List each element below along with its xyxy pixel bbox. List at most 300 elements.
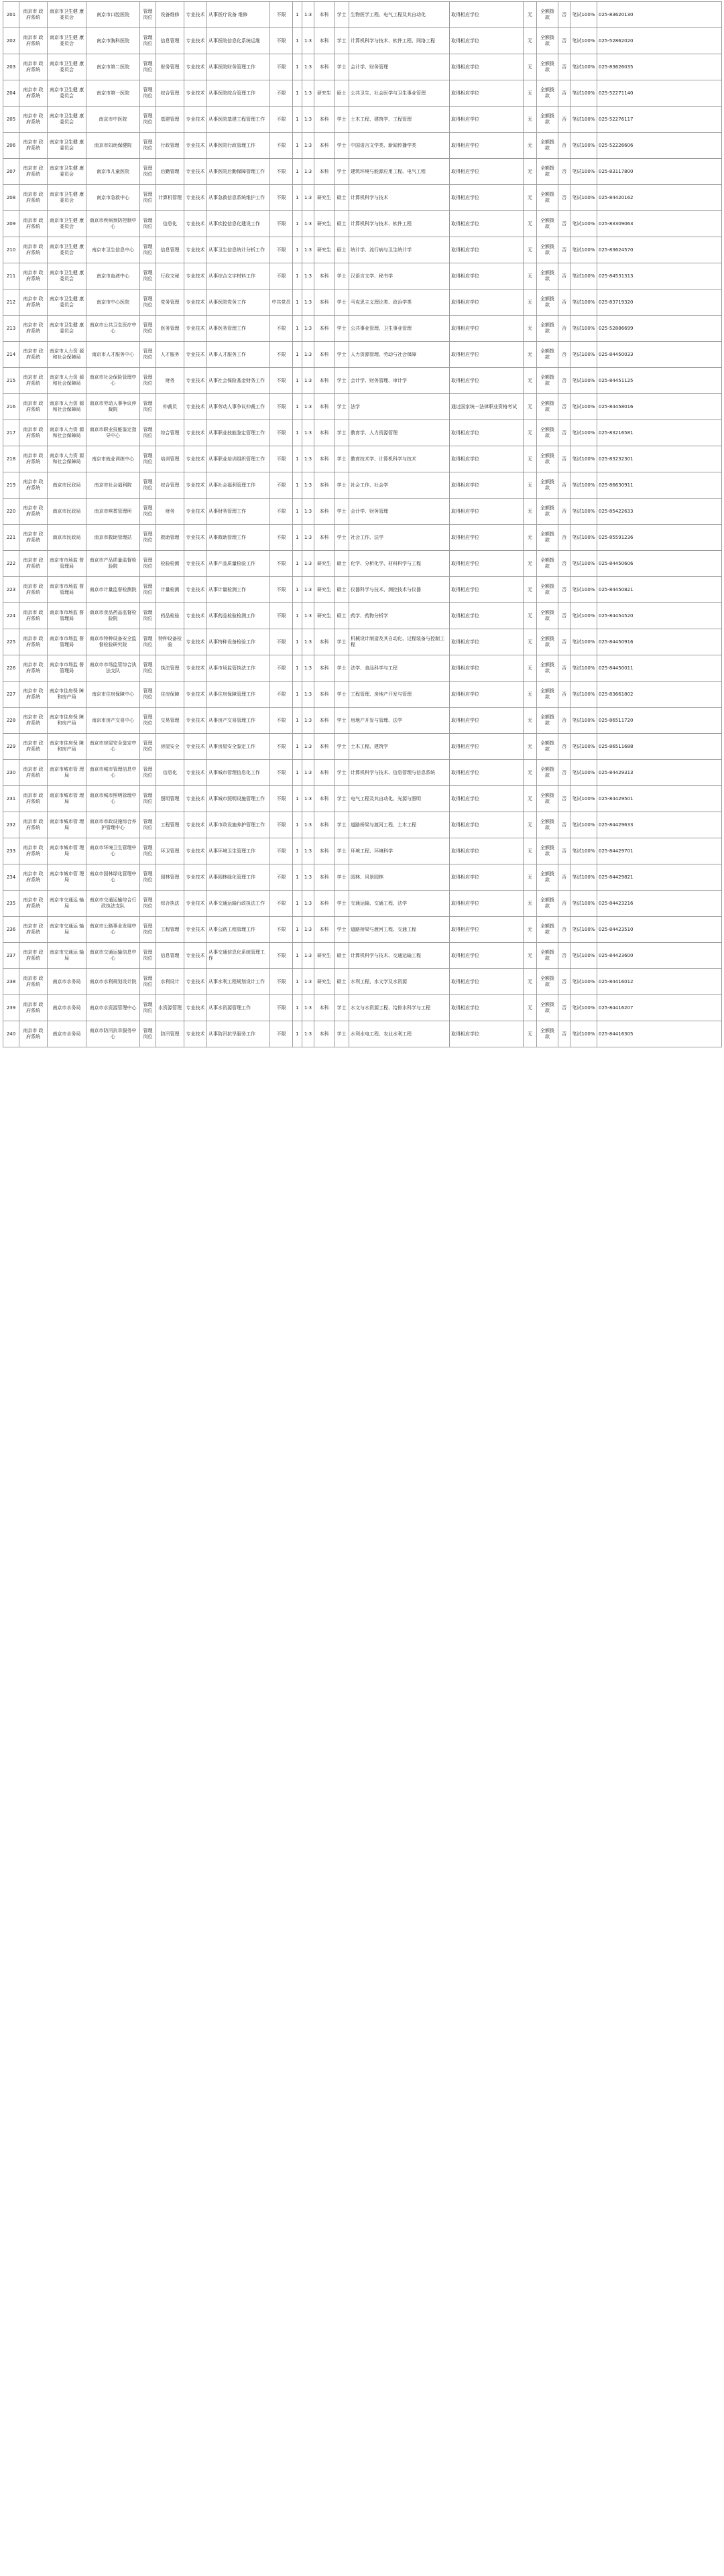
table-cell: 南京市公路事业发展中心 (86, 917, 140, 943)
table-cell: 南京市人力资 源和社会保障局 (48, 368, 86, 394)
table-cell: 1 (293, 80, 302, 107)
table-cell: 专业技术 (184, 316, 207, 342)
table-cell: 生物医学工程、电气工程及其自动化 (349, 2, 450, 28)
table-cell: 不限 (270, 864, 293, 891)
table-cell: 硕士 (335, 237, 349, 263)
table-cell: 无 (524, 629, 537, 655)
table-cell: 不限 (270, 734, 293, 760)
table-cell: 笔试100% (570, 891, 597, 917)
table-cell: 南京市 政府系统 (19, 342, 48, 368)
table-cell: 学士 (335, 368, 349, 394)
table-row (3, 342, 722, 368)
table-cell: 215 (3, 368, 19, 394)
table-cell: 否 (558, 394, 570, 420)
table-cell: 水利水电工程、农业水利工程 (349, 1021, 450, 1047)
table-cell: 无 (524, 838, 537, 864)
table-row (3, 368, 722, 394)
table-cell: 否 (558, 107, 570, 133)
table-cell: 中共党员 (270, 289, 293, 316)
table-cell: 南京市 政府系统 (19, 211, 48, 237)
table-cell: 无 (524, 185, 537, 211)
table-cell: 无 (524, 2, 537, 28)
table-cell: 南京市人力资 源和社会保障局 (48, 420, 86, 446)
table-cell: 221 (3, 525, 19, 551)
table-cell: 无 (524, 655, 537, 682)
table-cell: 025-83216581 (597, 420, 722, 446)
table-cell: 225 (3, 629, 19, 655)
table-cell: 防汛管理 (156, 1021, 184, 1047)
table-cell: 从事防汛抗旱服务工作 (207, 1021, 270, 1047)
table-cell: 南京市住房保 障和房产局 (48, 734, 86, 760)
table-cell: 从事财务管理工作 (207, 499, 270, 525)
table-cell: 南京市城市照明管理中心 (86, 786, 140, 812)
table-cell: 227 (3, 682, 19, 708)
table-cell: 南京市城市管 理局 (48, 760, 86, 786)
table-cell: 专业技术 (184, 655, 207, 682)
table-cell: 不限 (270, 708, 293, 734)
table-cell: 025-84450821 (597, 577, 722, 603)
table-cell: 无 (524, 263, 537, 289)
table-cell: 从事医院财务管理工作 (207, 54, 270, 80)
table-cell: 法学 (349, 394, 450, 420)
table-cell: 025-83719320 (597, 289, 722, 316)
table-cell: 南京市市场监 督管理局 (48, 629, 86, 655)
table-cell: 全额拨款 (537, 133, 558, 159)
table-cell: 从事综合文字材料工作 (207, 263, 270, 289)
table-cell: 笔试100% (570, 786, 597, 812)
table-cell: 从事交通运输行政执法工作 (207, 891, 270, 917)
table-cell: 硕士 (335, 185, 349, 211)
table-cell: 笔试100% (570, 995, 597, 1021)
table-cell: 不限 (270, 891, 293, 917)
table-cell: 研究生 (314, 603, 335, 629)
table-cell: 否 (558, 316, 570, 342)
table-cell: 否 (558, 812, 570, 838)
table-cell: 研究生 (314, 185, 335, 211)
table-cell: 从事市政设施养护管理工作 (207, 812, 270, 838)
table-cell: 计算机科学与技术、软件工程、网络工程 (349, 28, 450, 54)
table-cell: 公共卫生、社会医学与卫生事业管理 (349, 80, 450, 107)
table-cell: 南京市妇幼保健院 (86, 133, 140, 159)
table-cell: 取得相应学位 (450, 133, 524, 159)
table-cell: 从事城市照明设施管理工作 (207, 786, 270, 812)
table-cell: 管理 岗位 (140, 812, 156, 838)
table-cell: 专业技术 (184, 708, 207, 734)
table-cell: 1:3 (302, 760, 314, 786)
table-cell: 建筑环境与能源应用工程、电气工程 (349, 159, 450, 185)
table-cell: 南京市社会福利院 (86, 472, 140, 499)
table-cell: 房屋安全 (156, 734, 184, 760)
table-cell: 学士 (335, 2, 349, 28)
table-cell: 1 (293, 995, 302, 1021)
table-cell: 专业技术 (184, 786, 207, 812)
table-cell: 从事医院综合管理工作 (207, 80, 270, 107)
table-row (3, 995, 722, 1021)
table-cell: 208 (3, 185, 19, 211)
table-cell: 中国语言文学类、新闻传播学类 (349, 133, 450, 159)
table-cell: 管理 岗位 (140, 2, 156, 28)
table-cell: 全额拨款 (537, 499, 558, 525)
table-cell: 管理 岗位 (140, 211, 156, 237)
table-cell: 1:3 (302, 133, 314, 159)
table-cell: 南京市环境卫生管理中心 (86, 838, 140, 864)
table-cell: 无 (524, 133, 537, 159)
table-cell: 南京市中心医院 (86, 289, 140, 316)
table-cell: 216 (3, 394, 19, 420)
table-cell: 1:3 (302, 2, 314, 28)
table-cell: 南京市水务局 (48, 995, 86, 1021)
table-cell: 南京市房屋安全鉴定中心 (86, 734, 140, 760)
table-cell: 南京市 政府系统 (19, 995, 48, 1021)
table-cell: 否 (558, 342, 570, 368)
table-cell: 管理 岗位 (140, 995, 156, 1021)
table-row (3, 682, 722, 708)
table-cell: 研究生 (314, 237, 335, 263)
table-cell: 南京市市场监 督管理局 (48, 655, 86, 682)
table-cell: 全额拨款 (537, 446, 558, 472)
table-cell: 南京市水资源管理中心 (86, 995, 140, 1021)
table-row (3, 786, 722, 812)
table-cell: 会计学、财务管理、审计学 (349, 368, 450, 394)
table-cell: 综合管理 (156, 472, 184, 499)
table-cell: 房地产开发与管理、法学 (349, 708, 450, 734)
table-cell: 238 (3, 969, 19, 995)
table-cell: 南京市 政府系统 (19, 80, 48, 107)
table-cell: 全额拨款 (537, 316, 558, 342)
table-cell: 管理 岗位 (140, 28, 156, 54)
table-row (3, 446, 722, 472)
table-cell: 专业技术 (184, 603, 207, 629)
table-cell: 学士 (335, 917, 349, 943)
table-cell: 本科 (314, 917, 335, 943)
table-cell: 不限 (270, 2, 293, 28)
table-cell: 会计学、财务管理 (349, 54, 450, 80)
table-cell: 南京市 政府系统 (19, 786, 48, 812)
table-cell: 计算机科学与技术 (349, 185, 450, 211)
table-cell: 南京市 政府系统 (19, 368, 48, 394)
table-cell: 1 (293, 1021, 302, 1047)
table-cell: 专业技术 (184, 499, 207, 525)
table-cell: 从事房屋安全鉴定工作 (207, 734, 270, 760)
table-cell: 1:3 (302, 420, 314, 446)
table-cell: 专业技术 (184, 159, 207, 185)
table-cell: 无 (524, 786, 537, 812)
table-cell: 土木工程、建筑学 (349, 734, 450, 760)
table-cell: 全额拨款 (537, 943, 558, 969)
table-cell: 无 (524, 368, 537, 394)
table-cell: 219 (3, 472, 19, 499)
table-cell: 工程管理 (156, 917, 184, 943)
table-cell: 不限 (270, 629, 293, 655)
table-cell: 通过国家统一法律职业资格考试 (450, 394, 524, 420)
table-cell: 救助管理 (156, 525, 184, 551)
table-cell: 否 (558, 54, 570, 80)
table-cell: 无 (524, 734, 537, 760)
table-cell: 南京市中医院 (86, 107, 140, 133)
table-cell: 取得相应学位 (450, 969, 524, 995)
table-cell: 专业技术 (184, 812, 207, 838)
table-cell: 南京市园林绿化管理中心 (86, 864, 140, 891)
table-cell: 笔试100% (570, 525, 597, 551)
table-cell: 笔试100% (570, 54, 597, 80)
table-cell: 管理 岗位 (140, 368, 156, 394)
table-cell: 不限 (270, 969, 293, 995)
table-cell: 025-84450916 (597, 629, 722, 655)
table-cell: 笔试100% (570, 682, 597, 708)
table-cell: 园林、风景园林 (349, 864, 450, 891)
table-row (3, 917, 722, 943)
table-cell: 无 (524, 551, 537, 577)
table-cell: 学士 (335, 159, 349, 185)
table-cell: 南京市住房保 障和房产局 (48, 682, 86, 708)
table-cell: 234 (3, 864, 19, 891)
table-cell: 管理 岗位 (140, 708, 156, 734)
table-cell: 南京市特种设备安全监督检验研究院 (86, 629, 140, 655)
table-cell: 南京市住房保障中心 (86, 682, 140, 708)
table-cell: 取得相应学位 (450, 708, 524, 734)
table-cell: 否 (558, 864, 570, 891)
table-cell: 学士 (335, 786, 349, 812)
table-cell: 马克思主义理论类、政治学类 (349, 289, 450, 316)
table-cell: 1:3 (302, 237, 314, 263)
table-cell: 025-84429501 (597, 786, 722, 812)
table-cell: 南京市人力资 源和社会保障局 (48, 342, 86, 368)
table-cell: 201 (3, 2, 19, 28)
table-cell: 南京市 政府系统 (19, 185, 48, 211)
table-cell: 1 (293, 316, 302, 342)
table-cell: 南京市 政府系统 (19, 629, 48, 655)
table-cell: 南京市交通运 输局 (48, 917, 86, 943)
table-cell: 笔试100% (570, 577, 597, 603)
table-cell: 全额拨款 (537, 54, 558, 80)
table-cell: 综合执法 (156, 891, 184, 917)
table-cell: 从事市场监管执法工作 (207, 655, 270, 682)
table-cell: 全额拨款 (537, 969, 558, 995)
table-cell: 笔试100% (570, 499, 597, 525)
table-cell: 全额拨款 (537, 995, 558, 1021)
table-cell: 1 (293, 263, 302, 289)
table-cell: 人力资源管理、劳动与社会保障 (349, 342, 450, 368)
table-cell: 管理 岗位 (140, 1021, 156, 1047)
table-cell: 南京市民政局 (48, 525, 86, 551)
table-cell: 231 (3, 786, 19, 812)
table-cell: 笔试100% (570, 917, 597, 943)
table-cell: 取得相应学位 (450, 159, 524, 185)
table-cell: 南京市殡葬管理所 (86, 499, 140, 525)
table-cell: 全额拨款 (537, 1021, 558, 1047)
table-cell: 专业技术 (184, 995, 207, 1021)
table-cell: 本科 (314, 629, 335, 655)
table-cell: 不限 (270, 995, 293, 1021)
table-cell: 统计学、流行病与卫生统计学 (349, 237, 450, 263)
table-row (3, 263, 722, 289)
table-cell: 南京市卫生健 康委员会 (48, 2, 86, 28)
table-cell: 南京市民政局 (48, 499, 86, 525)
table-cell: 取得相应学位 (450, 316, 524, 342)
table-cell: 1:3 (302, 708, 314, 734)
table-cell: 207 (3, 159, 19, 185)
table-cell: 1 (293, 812, 302, 838)
table-cell: 否 (558, 551, 570, 577)
table-cell: 1 (293, 786, 302, 812)
table-cell: 从事交通信息化系统管理工作 (207, 943, 270, 969)
table-row (3, 969, 722, 995)
table-cell: 不限 (270, 80, 293, 107)
table-cell: 取得相应学位 (450, 603, 524, 629)
table-row (3, 551, 722, 577)
table-row (3, 1021, 722, 1047)
table-cell: 取得相应学位 (450, 1021, 524, 1047)
table-cell: 全额拨款 (537, 577, 558, 603)
table-cell: 南京市防汛抗旱服务中心 (86, 1021, 140, 1047)
table-cell: 社会工作、社会学 (349, 472, 450, 499)
table-cell: 239 (3, 995, 19, 1021)
table-cell: 本科 (314, 734, 335, 760)
table-row (3, 80, 722, 107)
table-cell: 否 (558, 917, 570, 943)
table-cell: 不限 (270, 603, 293, 629)
table-cell: 从事水资源管理工作 (207, 995, 270, 1021)
table-cell: 全额拨款 (537, 629, 558, 655)
table-cell: 本科 (314, 1021, 335, 1047)
table-cell: 南京市职业技能鉴定指导中心 (86, 420, 140, 446)
table-cell: 从事医院党务工作 (207, 289, 270, 316)
table-cell: 1:3 (302, 525, 314, 551)
table-cell: 笔试100% (570, 446, 597, 472)
table-cell: 管理 岗位 (140, 603, 156, 629)
table-cell: 取得相应学位 (450, 786, 524, 812)
table-row (3, 394, 722, 420)
table-cell: 本科 (314, 133, 335, 159)
table-cell: 220 (3, 499, 19, 525)
table-cell: 专业技术 (184, 263, 207, 289)
table-cell: 管理 岗位 (140, 629, 156, 655)
table-cell: 管理 岗位 (140, 446, 156, 472)
table-cell: 1:3 (302, 499, 314, 525)
table-cell: 学士 (335, 734, 349, 760)
table-cell: 025-86511720 (597, 708, 722, 734)
table-cell: 025-84429821 (597, 864, 722, 891)
table-cell: 1:3 (302, 211, 314, 237)
table-cell: 取得相应学位 (450, 682, 524, 708)
table-cell: 取得相应学位 (450, 289, 524, 316)
table-cell: 否 (558, 629, 570, 655)
table-cell: 全额拨款 (537, 2, 558, 28)
table-cell: 本科 (314, 864, 335, 891)
table-cell: 无 (524, 80, 537, 107)
table-cell: 南京市住房保 障和房产局 (48, 708, 86, 734)
table-cell: 025-85591236 (597, 525, 722, 551)
table-cell: 财务 (156, 368, 184, 394)
table-cell: 1:3 (302, 446, 314, 472)
table-cell: 基建管理 (156, 107, 184, 133)
table-cell: 管理 岗位 (140, 472, 156, 499)
table-cell: 025-83624570 (597, 237, 722, 263)
table-cell: 1 (293, 760, 302, 786)
table-cell: 从事疾控信息化建设工作 (207, 211, 270, 237)
table-cell: 管理 岗位 (140, 917, 156, 943)
table-cell: 南京市第二医院 (86, 54, 140, 80)
table-cell: 不限 (270, 420, 293, 446)
table-cell: 管理 岗位 (140, 499, 156, 525)
table-cell: 专业技术 (184, 54, 207, 80)
table-cell: 1:3 (302, 577, 314, 603)
table-cell: 不限 (270, 28, 293, 54)
table-cell: 无 (524, 394, 537, 420)
table-cell: 取得相应学位 (450, 551, 524, 577)
table-cell: 无 (524, 28, 537, 54)
table-cell: 公共事业管理、卫生事业管理 (349, 316, 450, 342)
table-cell: 硕士 (335, 943, 349, 969)
table-cell: 从事劳动人事争议仲裁工作 (207, 394, 270, 420)
table-cell: 学士 (335, 655, 349, 682)
table-cell: 全额拨款 (537, 603, 558, 629)
table-cell: 南京市公共卫生医疗中心 (86, 316, 140, 342)
table-cell: 214 (3, 342, 19, 368)
table-cell: 信息化 (156, 211, 184, 237)
table-cell: 笔试100% (570, 420, 597, 446)
table-cell: 南京市交通运 输局 (48, 943, 86, 969)
table-cell: 管理 岗位 (140, 551, 156, 577)
table-cell: 1:3 (302, 864, 314, 891)
table-cell: 本科 (314, 159, 335, 185)
table-cell: 无 (524, 54, 537, 80)
table-cell: 025-83117800 (597, 159, 722, 185)
table-cell: 1 (293, 446, 302, 472)
table-cell: 取得相应学位 (450, 995, 524, 1021)
table-cell: 不限 (270, 133, 293, 159)
table-cell: 无 (524, 760, 537, 786)
table-cell: 专业技术 (184, 420, 207, 446)
table-cell: 本科 (314, 342, 335, 368)
table-cell: 1:3 (302, 1021, 314, 1047)
table-row (3, 316, 722, 342)
table-cell: 从事人才服务工作 (207, 342, 270, 368)
table-cell: 从事社会福利管理工作 (207, 472, 270, 499)
table-cell: 医务管理 (156, 316, 184, 342)
table-cell: 无 (524, 1021, 537, 1047)
table-cell: 否 (558, 133, 570, 159)
table-cell: 南京市房产交易中心 (86, 708, 140, 734)
table-cell: 全额拨款 (537, 812, 558, 838)
table-cell: 1 (293, 577, 302, 603)
table-row (3, 499, 722, 525)
table-cell: 南京市市场监管综合执法支队 (86, 655, 140, 682)
table-cell: 笔试100% (570, 2, 597, 28)
table-cell: 取得相应学位 (450, 891, 524, 917)
table-cell: 管理 岗位 (140, 80, 156, 107)
table-cell: 从事社会保险基金财务工作 (207, 368, 270, 394)
table-cell: 无 (524, 342, 537, 368)
table-cell: 南京市卫生健 康委员会 (48, 133, 86, 159)
table-cell: 取得相应学位 (450, 80, 524, 107)
table-cell: 全额拨款 (537, 472, 558, 499)
recruitment-table (3, 1, 721, 1047)
table-cell: 228 (3, 708, 19, 734)
table-cell: 025-84423600 (597, 943, 722, 969)
table-cell: 土木工程、建筑学、工程管理 (349, 107, 450, 133)
table-cell: 不限 (270, 394, 293, 420)
table-cell: 从事住房保障管理工作 (207, 682, 270, 708)
table-cell: 无 (524, 995, 537, 1021)
table-cell: 取得相应学位 (450, 420, 524, 446)
table-cell: 1 (293, 838, 302, 864)
table-cell: 否 (558, 525, 570, 551)
table-cell: 研究生 (314, 80, 335, 107)
table-cell: 行政管理 (156, 133, 184, 159)
table-cell: 不限 (270, 525, 293, 551)
table-cell: 取得相应学位 (450, 2, 524, 28)
